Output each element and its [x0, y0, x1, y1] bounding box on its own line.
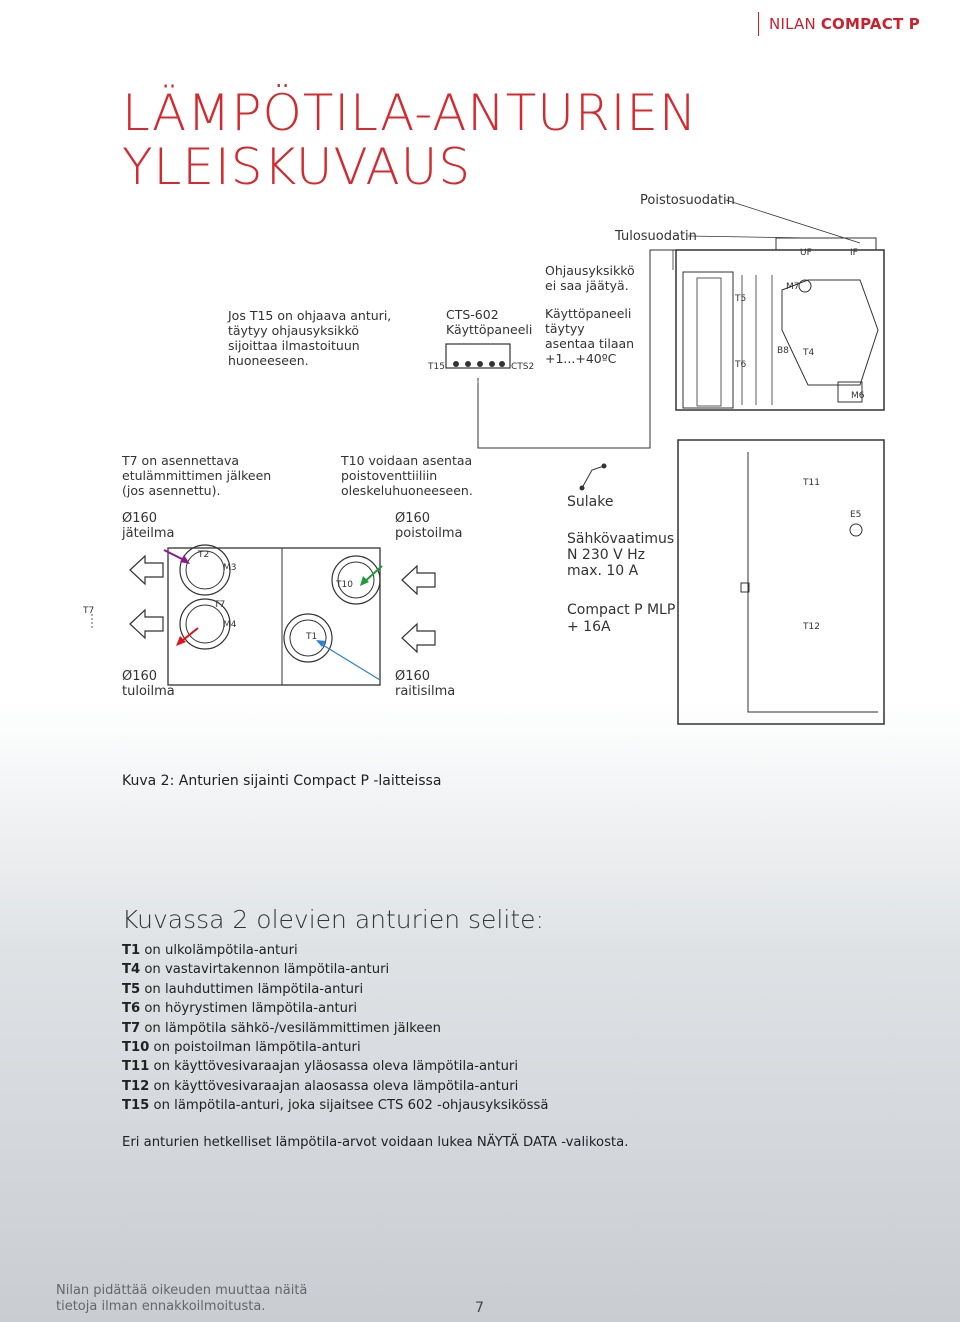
legend-code: T6 — [122, 1001, 141, 1017]
sensor-t10: T10 — [336, 580, 353, 590]
sensor-e5: E5 — [850, 510, 862, 520]
arrow-raitisilma — [402, 624, 435, 652]
arrow-jateilma — [130, 556, 163, 584]
arrow-tuloilma — [130, 610, 163, 638]
sensor-t12: T12 — [803, 622, 820, 632]
sensor-m3: M3 — [223, 563, 237, 573]
legend-title: Kuvassa 2 olevien anturien selite: — [122, 905, 544, 934]
legend-item — [122, 1019, 548, 1038]
legend-text: on höyrystimen lämpötila-anturi — [140, 1001, 358, 1017]
heat-exchanger — [782, 280, 878, 385]
note-t7: T7 on asennettava etulämmittimen jälkeen (jos asennettu). — [122, 453, 272, 498]
page-number: 7 — [475, 1300, 484, 1316]
sensor-t15: T15 — [428, 362, 445, 372]
label-jateilma: Ø160 jäteilma — [122, 511, 175, 541]
sensor-t6: T6 — [735, 360, 747, 370]
legend-text: on lämpötila sähkö-/vesilämmittimen jälkeen — [140, 1020, 442, 1036]
legend-text: on käyttövesivaraajan yläosassa oleva lämpötila-anturi — [149, 1059, 519, 1075]
legend-code: T1 — [122, 943, 141, 958]
sensor-b8: B8 — [777, 346, 789, 356]
control-box — [683, 272, 733, 408]
legend-item — [122, 1057, 548, 1076]
legend-code: T7 — [122, 1020, 141, 1036]
label-raitisilma: Ø160 raitisilma — [395, 669, 456, 699]
title-line-1: LÄMPÖTILA-ANTURIEN — [122, 84, 698, 142]
note-t15: Jos T15 on ohjaava anturi, täytyy ohjausyksikkö sijoittaa ilmastoituun huoneeseen. — [228, 308, 392, 368]
product-name: COMPACT P — [820, 15, 920, 33]
sensor-t2: T2 — [198, 550, 210, 560]
legend-item — [122, 999, 548, 1018]
legend-code: T5 — [122, 981, 141, 997]
legend-text: on lauhduttimen lämpötila-anturi — [140, 981, 364, 997]
sensor-m7: M7 — [786, 282, 800, 292]
figure-caption: Kuva 2: Anturien sijainti Compact P -laitteissa — [122, 773, 442, 789]
legend-code: T12 — [122, 1078, 150, 1094]
label-sulake: Sulake — [567, 494, 614, 510]
sensor-cts2: CTS2 — [511, 362, 535, 372]
legend-item — [122, 980, 548, 999]
label-tulosuodatin: Tulosuodatin — [615, 229, 697, 244]
legend-text: on lämpötila-anturi, joka sijaitsee CTS 602 -ohjausyksikössä — [149, 1098, 549, 1114]
duct-box — [168, 548, 380, 685]
label-mlp: Compact P MLP + 16A — [567, 602, 676, 635]
sensor-m4: M4 — [223, 620, 237, 630]
sensor-t1: T1 — [306, 632, 318, 642]
legend-text: on ulkolämpötila-anturi — [140, 943, 298, 958]
legend-item — [122, 941, 548, 960]
note-ohjaus: Ohjausyksikkö ei saa jäätyä. — [545, 263, 635, 293]
sensor-t11: T11 — [803, 478, 820, 488]
legend-list — [122, 941, 548, 1116]
note-t10: T10 voidaan asentaa poistoventtiiliin oleskeluhuoneeseen. — [341, 453, 473, 498]
sensor-t4: T4 — [803, 348, 815, 358]
legend-text: on käyttövesivaraajan alaosassa oleva lämpötila-anturi — [149, 1078, 519, 1094]
legend-text: on vastavirtakennon lämpötila-anturi — [140, 962, 390, 978]
legend-code: T10 — [122, 1040, 150, 1056]
label-poistosuodatin: Poistosuodatin — [640, 193, 735, 208]
sensor-t7-outside: T7 — [83, 606, 95, 616]
fuse-symbol — [582, 466, 604, 488]
label-tuloilma: Ø160 tuloilma — [122, 669, 175, 699]
arrow-poistoilma — [402, 566, 435, 594]
legend-item — [122, 1096, 548, 1115]
brand-name: NILAN — [769, 15, 816, 33]
label-cts602: CTS-602 Käyttöpaneeli — [446, 307, 533, 337]
sensor-m6: M6 — [851, 391, 865, 401]
footer-disclaimer: Nilan pidättää oikeuden muuttaa näitä tietoja ilman ennakkoilmoitusta. — [56, 1283, 308, 1314]
legend-code: T4 — [122, 962, 141, 978]
legend-item — [122, 1038, 548, 1057]
note-panel-temp: Käyttöpaneeli täytyy asentaa tilaan +1...+40ºC — [545, 306, 635, 366]
leader-poistosuodatin — [726, 200, 860, 243]
blue-arrow — [318, 642, 380, 680]
label-poistoilma: Ø160 poistoilma — [395, 511, 463, 541]
label-if: IF — [850, 248, 858, 258]
legend-code: T11 — [122, 1059, 150, 1075]
filter-box — [776, 238, 876, 250]
legend-item — [122, 1077, 548, 1096]
top-unit — [676, 250, 884, 410]
label-uf: UF — [800, 248, 812, 258]
sensor-t5: T5 — [735, 294, 747, 304]
legend-code: T15 — [122, 1098, 150, 1114]
title-line-2: YLEISKUVAUS — [122, 138, 472, 196]
label-power: Sähkövaatimus N 230 V Hz max. 10 A — [567, 531, 675, 579]
legend-text: on poistoilman lämpötila-anturi — [149, 1040, 361, 1056]
water-tank — [678, 440, 884, 724]
legend-note: Eri anturien hetkelliset lämpötila-arvot voidaan lukea NÄYTÄ DATA -valikosta. — [122, 1135, 629, 1150]
legend-item — [122, 960, 548, 979]
sensor-t7: T7 — [214, 600, 226, 610]
